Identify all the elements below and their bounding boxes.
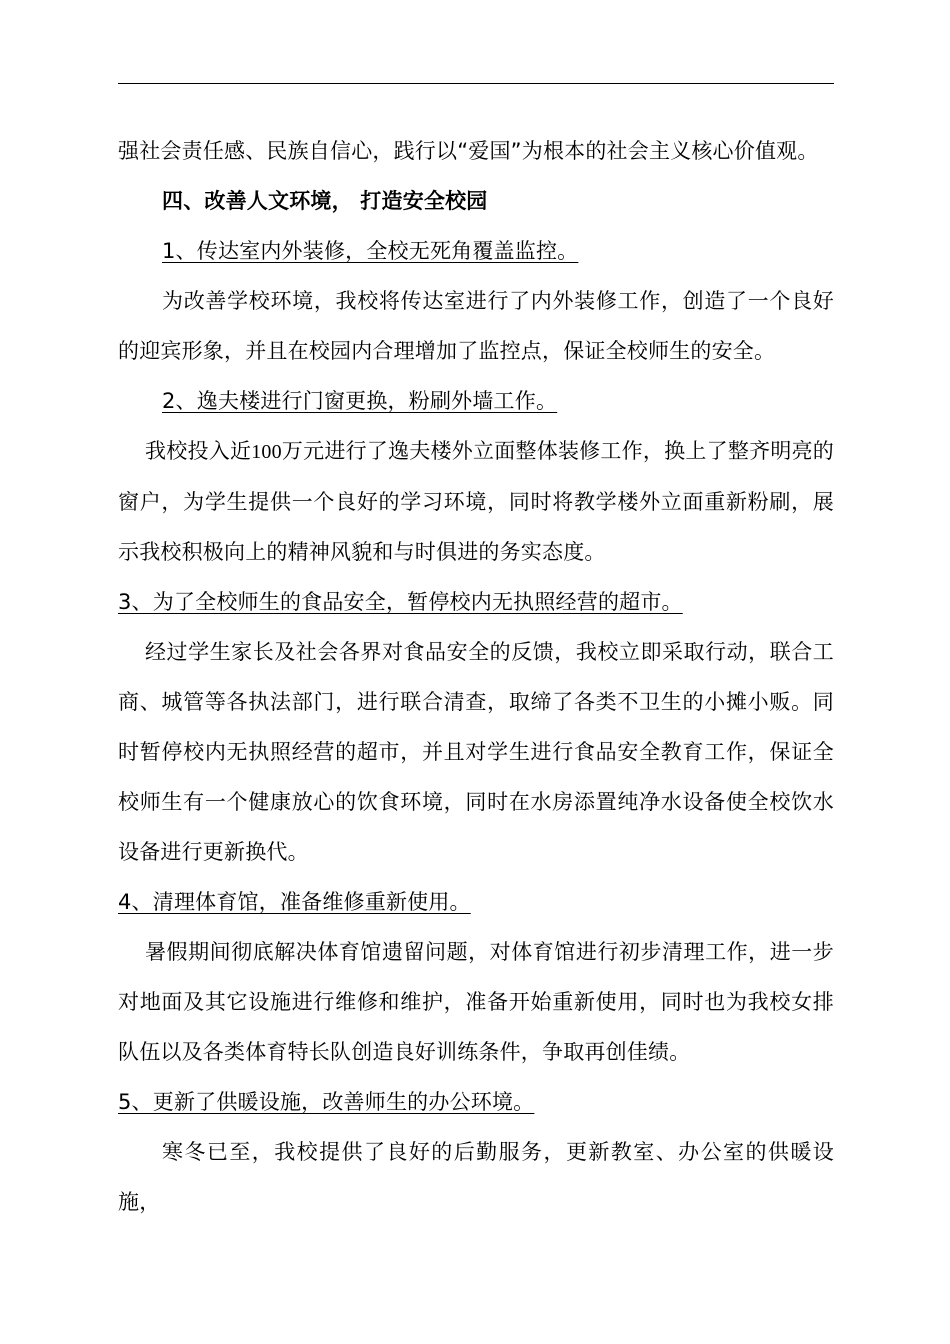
paragraph-guardroom: 为改善学校环境，我校将传达室进行了内外装修工作，创造了一个良好的迎宾形象，并且在校园内合理增加了监控点，保证全校师生的安全。 [118,289,834,363]
subheading-5 [118,1077,834,1127]
subheading-3-text: 3、为了全校师生的食品安全，暂停校内无执照经营的超市。 [118,590,683,614]
subheading-1-text: 1、传达室内外装修，全校无死角覆盖监控。 [162,239,579,263]
section-heading-4: 四、改善人文环境， 打造安全校园 [162,189,488,213]
subheading-2-text: 2、逸夫楼进行门窗更换，粉刷外墙工作。 [162,389,558,413]
paragraph-yifu-building [118,426,834,577]
paragraph-yifu-after: 万元进行了逸夫楼外立面整体装修工作，换上了整齐明亮的窗户，为学生提供一个良好的学习环境，同时将教学楼外立面重新粉刷，展示我校积极向上的精神风貌和与时俱进的务实态度。 [118,439,835,564]
subheading-1 [118,226,834,276]
document-body [118,126,834,1227]
paragraph-gymnasium: 暑假期间彻底解决体育馆遗留问题，对体育馆进行初步清理工作，进一步对地面及其它设施进行维修和维护，准备开始重新使用，同时也为我校女排队伍以及各类体育特长队创造良好训练条件，争取再创佳绩。 [118,940,834,1064]
investment-amount: 100 [251,441,282,463]
subheading-2 [118,376,834,426]
subheading-4-text: 4、清理体育馆，准备维修重新使用。 [118,890,471,914]
subheading-5-text: 5、更新了供暖设施，改善师生的办公环境。 [118,1090,535,1114]
subheading-4 [118,877,834,927]
paragraph-food-safety: 经过学生家长及社会各界对食品安全的反馈，我校立即采取行动，联合工商、城管等各执法部门，进行联合清查，取缔了各类不卫生的小摊小贩。同时暂停校内无执照经营的超市，并且对学生进行食品安全教育工作，保证全校师生有一个健康放心的饮食环境，同时在水房添置纯净水设备使全校饮水设备进行更新换代。 [118,640,834,864]
header-rule [118,83,834,84]
paragraph-yifu-before: 我校投入近 [145,439,252,463]
paragraph-continuation: 强社会责任感、民族自信心，践行以“爱国”为根本的社会主义核心价值观。 [118,139,819,163]
paragraph-heating: 寒冬已至，我校提供了良好的后勤服务，更新教室、办公室的供暖设施， [118,1140,834,1214]
subheading-3 [118,577,834,627]
